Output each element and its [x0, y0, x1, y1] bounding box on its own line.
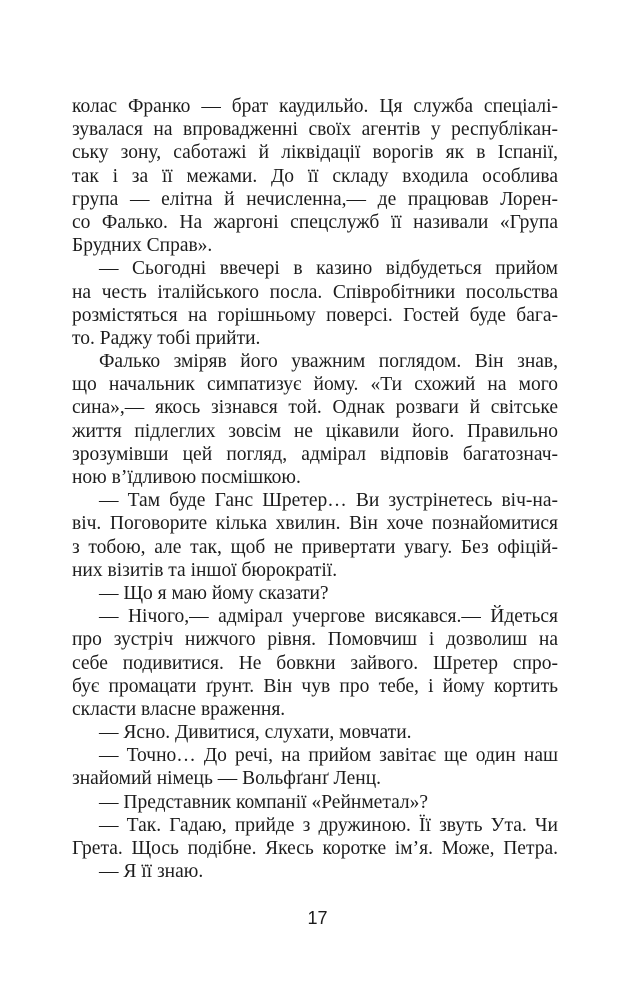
text-line: — Нічого,— адмірал учергове висякався.— Йдеться [99, 606, 558, 628]
text-line: — Точно… До речі, на прийом завітає ще один наш [99, 745, 558, 767]
text-line: со Фалько. На жаргоні спецслужб її називали «Група [72, 211, 558, 233]
text-line: сина»,— якось зізнався той. Однак розваги й світське [72, 397, 558, 419]
text-line: зрозумівши цей погляд, адмірал відповів багатознач- [72, 443, 558, 465]
text-line: скласти власне враження. [72, 698, 286, 720]
text-line: ську зону, саботажі й ліквідації ворогів як в Іспанії, [72, 142, 558, 164]
text-line: себе подивитися. Не бовкни зайвого. Шретер спро- [72, 652, 558, 674]
text-line: життя підлеглих зовсім не цікавили його. Правильно [72, 420, 558, 442]
text-line: Брудних Справ». [72, 235, 213, 257]
text-line: — Там буде Ганс Шретер… Ви зустрінетесь віч-на- [99, 490, 558, 512]
text-line: — Ясно. Дивитися, слухати, мовчати. [99, 722, 412, 744]
text-line: з тобою, але так, щоб не привертати увагу. Без офіцій- [72, 536, 558, 558]
text-line: — Що я маю йому сказати? [99, 582, 329, 604]
text-line: них візитів та іншої бюрократії. [72, 559, 338, 581]
text-line: на честь італійського посла. Співробітники посольства [72, 281, 558, 303]
text-line: віч. Поговорите кілька хвилин. Він хоче познайомитися [72, 513, 558, 535]
text-line: бує промацати ґрунт. Він чув про тебе, і йому кортить [72, 675, 558, 697]
text-line: знайомий німець — Вольфґанґ Ленц. [72, 768, 382, 790]
text-line: — Представник компанії «Рейнметал»? [99, 791, 429, 813]
text-line: розмістяться на горішньому поверсі. Гостей буде бага- [72, 304, 558, 326]
text-line: Фалько зміряв його уважним поглядом. Він знав, [99, 351, 558, 373]
text-line: що начальник симпатизує йому. «Ти схожий на мого [72, 374, 558, 396]
text-line: зувалася на впровадженні своїх агентів у республікан- [72, 119, 558, 141]
text-line: про зустріч нижчого рівня. Помовчиш і дозволиш на [72, 629, 558, 651]
text-line: — Я її знаю. [99, 861, 204, 883]
text-line: група — елітна й нечисленна,— де працював Лорен- [72, 188, 558, 210]
text-line: так і за її межами. До її складу входила особлива [72, 165, 558, 187]
text-line: — Так. Гадаю, прийде з дружиною. Її звуть Ута. Чи [99, 814, 558, 836]
page-body-text [72, 95, 558, 883]
text-line: Грета. Щось подібне. Якесь коротке ім’я. Може, Петра. [72, 838, 558, 859]
text-line: — Сьогодні ввечері в казино відбудеться прийом [99, 258, 558, 280]
text-line: колас Франко — брат каудильйо. Ця служба спеціалі- [72, 96, 558, 117]
page-number: 17 [307, 908, 328, 928]
text-line: ною в’їдливою посмішкою. [72, 467, 301, 488]
text-line: то. Раджу тобі прийти. [72, 327, 261, 349]
